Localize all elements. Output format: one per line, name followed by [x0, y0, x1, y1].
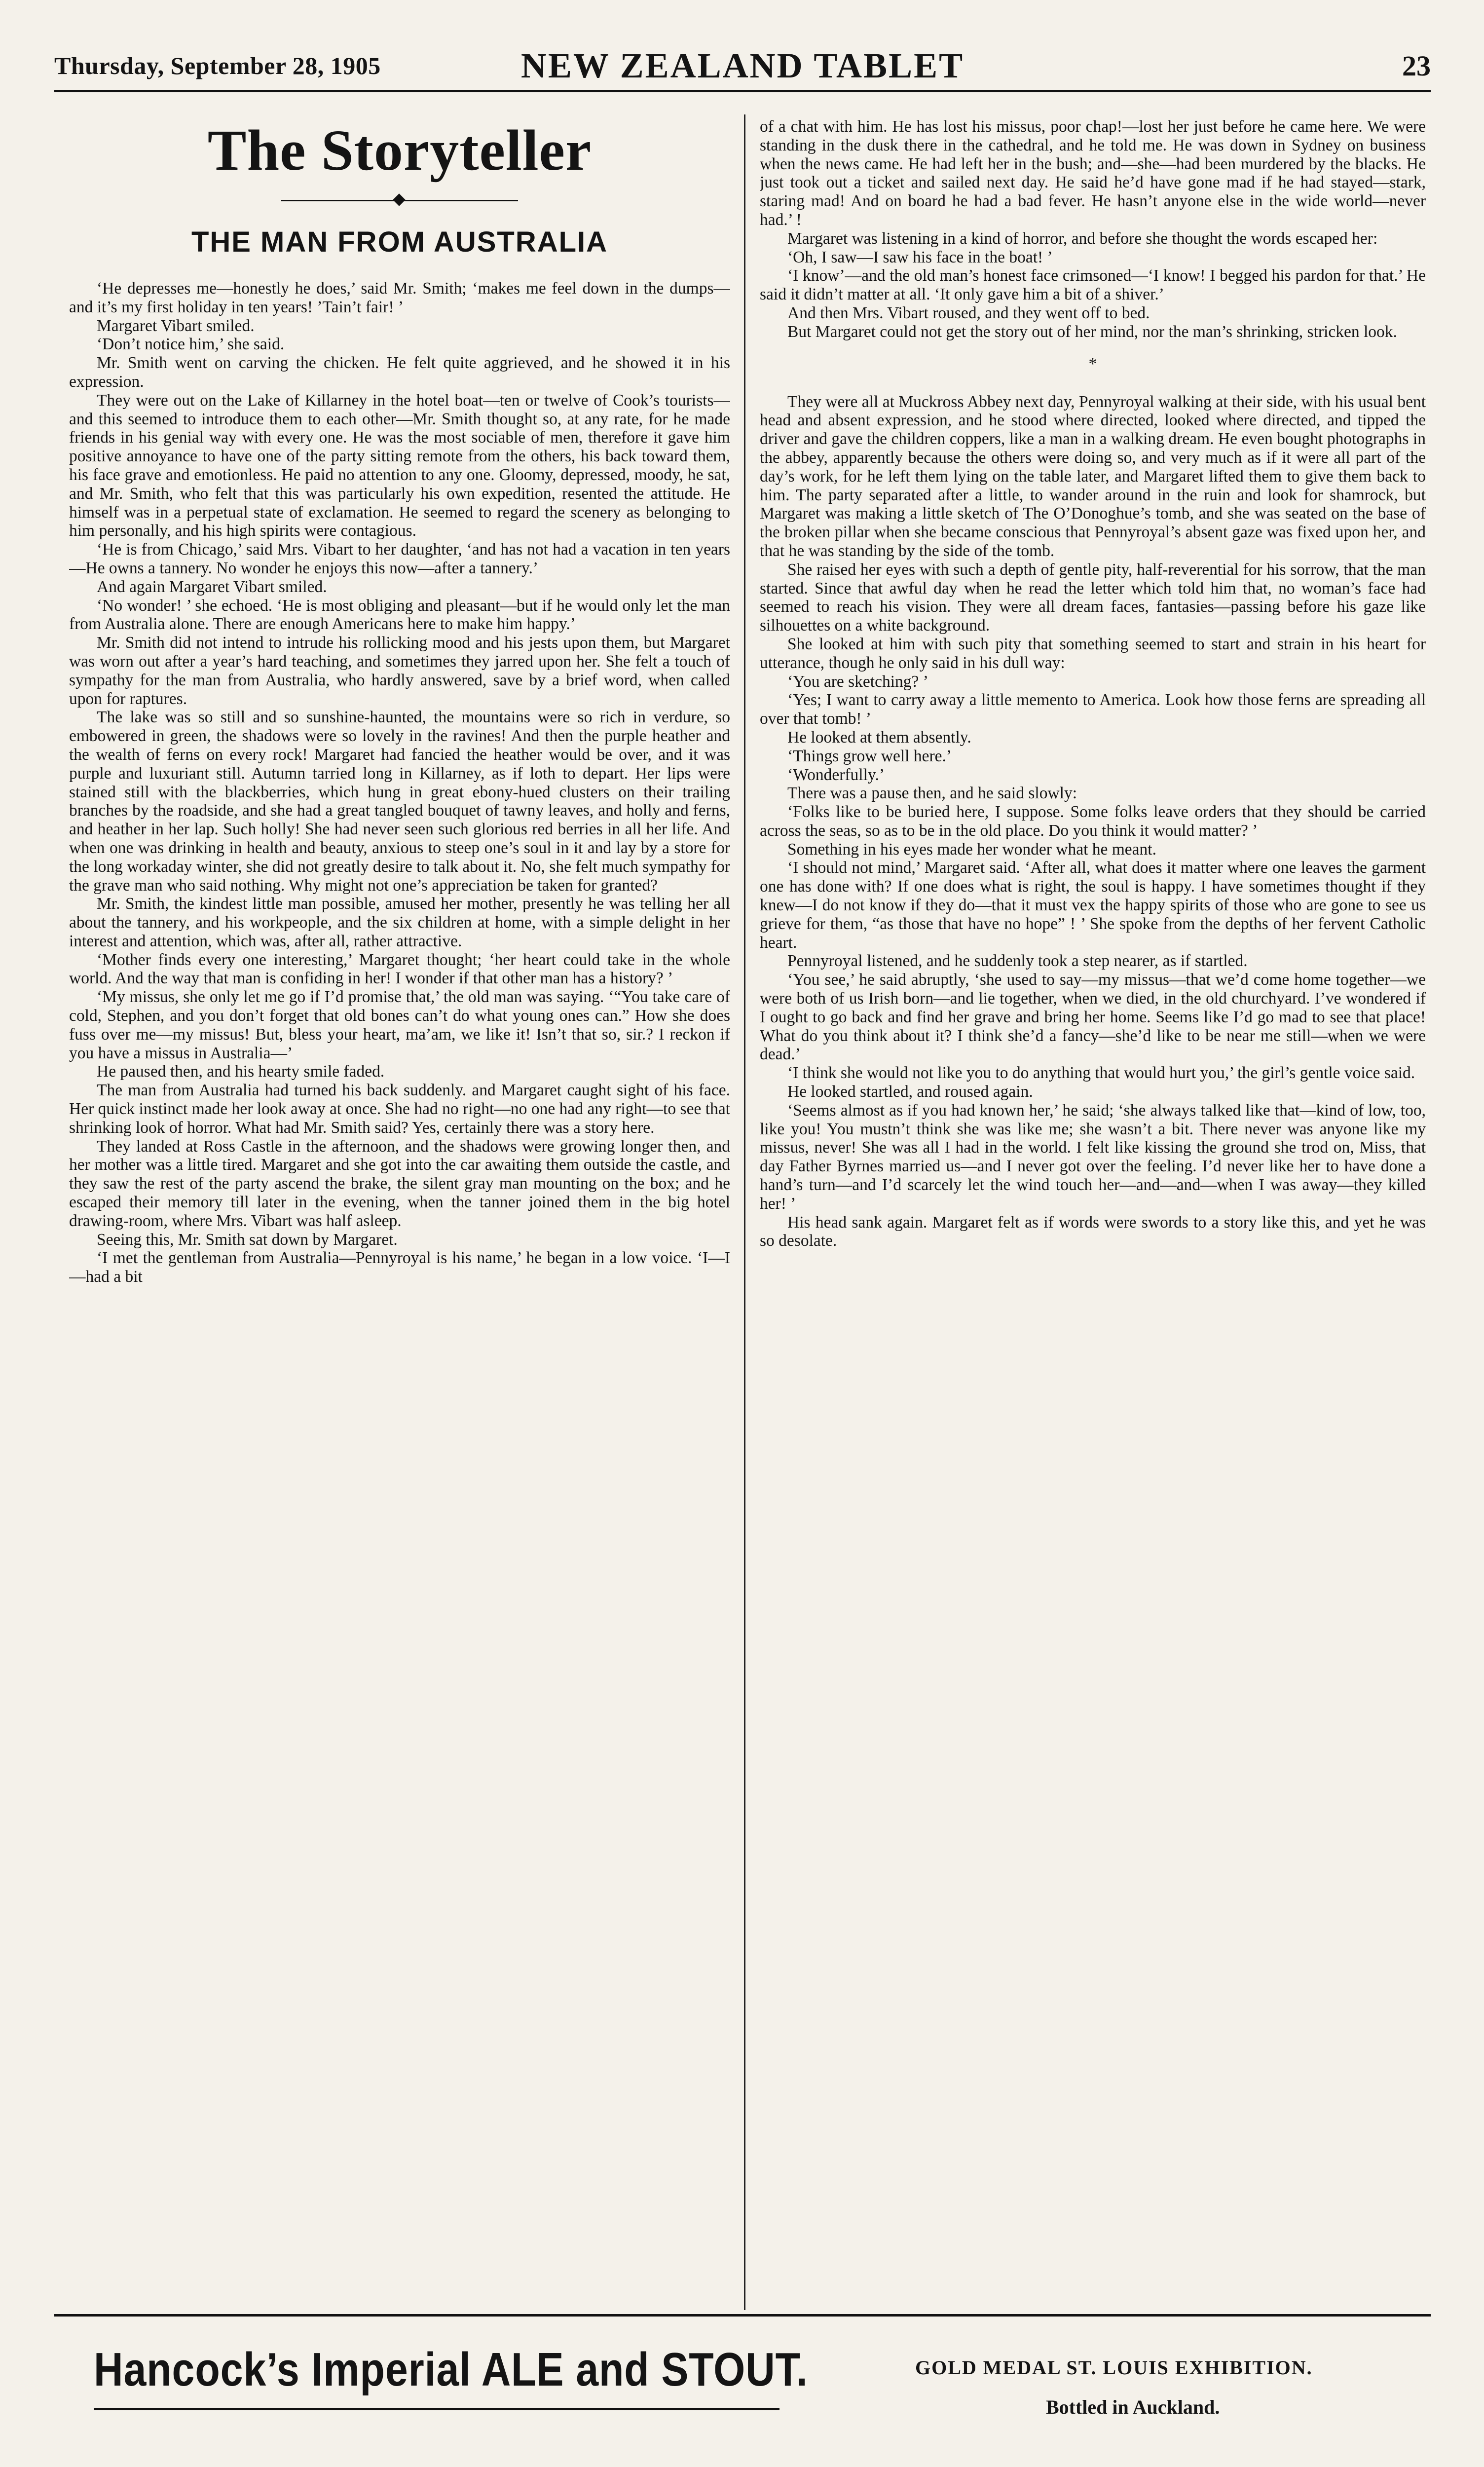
story-paragraph: He looked at them absently.	[787, 728, 971, 747]
story-paragraph: ‘Mother finds every one interesting,’ Margaret thought; ‘her heart could take in the whole world. And the way that man is confiding in her! I wonder if that other man has a history? ’	[69, 950, 730, 988]
story-paragraph: ‘I think she would not like you to do anything that would hurt you,’ the girl’s gentle voice said.	[787, 1064, 1415, 1083]
story-paragraph: Pennyroyal listened, and he suddenly took a step nearer, as if startled.	[787, 952, 1248, 971]
left-column-body	[69, 279, 730, 1286]
advertisement-award: GOLD MEDAL ST. LOUIS EXHIBITION.	[915, 2356, 1313, 2379]
story-paragraph: ‘He depresses me—honestly he does,’ said Mr. Smith; ‘makes me feel down in the dumps—and it’s my first holiday in ten years! ’Tain’t fair! ’	[69, 279, 730, 316]
story-paragraph: She raised her eyes with such a depth of gentle pity, half-reverential for his sorrow, that the man started. Since that awful day when he read the letter which told him that, no woman’s face had seemed to reach his vision. They were all dream faces, fantasies—passing before his gaze like silhouettes on a white background.	[760, 560, 1426, 635]
story-paragraph: And again Margaret Vibart smiled.	[97, 577, 327, 596]
story-paragraph: There was a pause then, and he said slowly:	[787, 784, 1077, 803]
story-paragraph: ‘He is from Chicago,’ said Mrs. Vibart to her daughter, ‘and has not had a vacation in ten years—He owns a tannery. No wonder he enjoys this now—after a tannery.’	[69, 540, 730, 577]
diamond-ornament-icon	[393, 193, 405, 206]
story-paragraph: Seeing this, Mr. Smith sat down by Margaret.	[97, 1230, 398, 1249]
story-paragraph: Margaret Vibart smiled.	[97, 316, 255, 335]
page-number: 23	[1402, 50, 1431, 82]
story-paragraph: ‘You are sketching? ’	[787, 672, 928, 691]
story-paragraph: ‘Seems almost as if you had known her,’ he said; ‘she always talked like that—kind of low, too, like you! You mustn’t think she was like me; she wasn’t a bit. There never was anyone like my missus, never! She was all I had in the world. I felt like kissing the ground she trod on, Miss, that day Father Byrnes married us—and I never got over the feeling. I’d never like her to have done a hand’s turn—and I’d scarcely let the wind touch her—and—and—when I was away—they killed her! ’	[760, 1101, 1426, 1213]
section-break-star: *	[1088, 354, 1097, 373]
footer-rule	[54, 2314, 1431, 2317]
section-title: The Storyteller	[207, 118, 592, 183]
story-title: THE MAN FROM AUSTRALIA	[191, 226, 608, 258]
story-paragraph: And then Mrs. Vibart roused, and they went off to bed.	[787, 303, 1150, 322]
story-paragraph: ‘Things grow well here.’	[787, 747, 952, 765]
story-paragraph: They were out on the Lake of Killarney in the hotel boat—ten or twelve of Cook’s tourists—and this seemed to introduce them to each other—Mr. Smith thought so, at any rate, for he made friends in his genial way with every one. He was the most sociable of men, therefore it gave him positive annoyance to have one of the party sitting remote from the others, his back toward them, his face grave and emotionless. He paid no attention to any one. Gloomy, depressed, moody, he sat, and Mr. Smith, who felt that this was particularly his own expedition, resented the attitude. He himself was in a perpetual state of exclamation. He seemed to regard the scenery as belonging to him personally, and his high spirits were contagious.	[69, 391, 730, 540]
story-paragraph: ‘Oh, I saw—I saw his face in the boat! ’	[787, 248, 1053, 266]
story-paragraph: ‘Wonderfully.’	[787, 765, 885, 784]
issue-date: Thursday, September 28, 1905	[54, 52, 381, 79]
story-paragraph: ‘I know’—and the old man’s honest face crimsoned—‘I know! I begged his pardon for that.’ He said it didn’t matter at all. ‘It only gave him a bit of a shiver.’	[760, 266, 1426, 304]
story-paragraph: of a chat with him. He has lost his missus, poor chap!—lost her just before he came here. We were standing in the dusk there in the cathedral, and he told me. He was down in Sydney on business when the news came. He had left her in the bush; and—she—had been murdered by the blacks. He just took out a ticket and sailed next day. He said he’d have gone mad if he had stayed—stark, staring mad! And on board he had a bad fever. He hasn’t anyone else in the wide world—never had.’ !	[760, 117, 1426, 229]
story-paragraph: The lake was so still and so sunshine-haunted, the mountains were so rich in verdure, so embowered in green, the shadows were so lovely in the ravines! And then the purple heather and the wealth of ferns on every rock! Margaret had fancied the heather would be over, and it was purple and luxuriant still. Autumn tarried long in Killarney, as if loth to depart. Her lips were stained still with the blackberries, which hung in great ebony-hued clusters on their trailing branches by the roadside, and she had a great tangled bouquet of tawny leaves, and holly and ferns, and heather in her lap. Such holly! She had never seen such glorious red berries in all her life. And when one was drinking in health and beauty, anxious to steep one’s soul in it and lay by a store for the long workaday winter, she did not greatly desire to talk about it. No, she felt much sympathy for the grave man who said nothing. Why might not one’s appreciation be taken for granted?	[69, 708, 730, 895]
publication-title: NEW ZEALAND TABLET	[520, 46, 965, 85]
story-paragraph: Mr. Smith went on carving the chicken. He felt quite aggrieved, and he showed it in his expression.	[69, 354, 730, 391]
story-paragraph: They were all at Muckross Abbey next day, Pennyroyal walking at their side, with his usual bent head and absent expression, and he stood where directed, looked where directed, and tipped the driver and gave the children coppers, like a man in a walking dream. He even bought photographs in the abbey, apparently because the others were doing so, and very much as if it were all part of the day’s work, for he left them lying on the table later, and Margaret lifted them to give them back to him. The party separated after a little, to wander around in the ruin and look for shamrock, but Margaret was making a little sketch of The O’Donoghue’s tomb, and she was seated on the base of the broken pillar when she became conscious that Pennyroyal’s absent gaze was fixed upon her, and that he was standing by the side of the tomb.	[760, 392, 1426, 560]
story-paragraph: ‘You see,’ he said abruptly, ‘she used to say—my missus—that we’d come home together—we were both of us Irish born—and lie together, when we died, in the old churchyard. I’ve wondered if I ought to go back and find her grave and bring her home. Seems like I’d go mad to see that place! What do you think about it? I think she’d a fancy—she’d like to be near me still—when we were dead.’	[760, 971, 1426, 1064]
story-paragraph: ‘I should not mind,’ Margaret said. ‘After all, what does it matter where one leaves the garment one has done with? If one does what is right, the soul is happy. I have sometimes thought if they knew—I do not know if they do—that it must vex the happy spirits of those who are gone to see us grieve for them, “as those that have no hope” ! ’ She spoke from the depths of her fervent Catholic heart.	[760, 859, 1426, 952]
story-paragraph: ‘Yes; I want to carry away a little memento to America. Look how those ferns are spreading all over that tomb! ’	[760, 691, 1426, 728]
story-paragraph: ‘Don’t notice him,’ she said.	[97, 335, 285, 354]
story-paragraph: ‘Folks like to be buried here, I suppose. Some folks leave orders that they should be carried across the seas, so as to be in the old place. Do you think it would matter? ’	[760, 803, 1426, 840]
story-paragraph: Margaret was listening in a kind of horror, and before she thought the words escaped her:	[787, 229, 1378, 248]
story-paragraph: She looked at him with such pity that something seemed to start and strain in his heart for utterance, though he only said in his dull way:	[760, 635, 1426, 672]
advertisement-headline: Hancock’s Imperial ALE and STOUT.	[94, 2343, 808, 2396]
right-column-body-bottom	[760, 393, 1426, 1251]
right-column	[760, 117, 1426, 2298]
story-paragraph: ‘I met the gentleman from Australia—Pennyroyal is his name,’ he began in a low voice. ‘I—I—had a bit	[69, 1249, 730, 1286]
ornamental-rule	[281, 195, 518, 205]
masthead	[54, 45, 1431, 92]
story-paragraph: They landed at Ross Castle in the afternoon, and the shadows were growing longer then, and her mother was a little tired. Margaret and she got into the car awaiting them outside the castle, and they saw the rest of the party ascend the brake, the silent gray man mounting on the box; and he escaped their memory till later in the evening, when the tanner joined them in the big hotel drawing-room, where Mrs. Vibart was half asleep.	[69, 1137, 730, 1230]
advertisement-underline	[94, 2408, 779, 2410]
story-paragraph: But Margaret could not get the story out of her mind, nor the man’s shrinking, stricken look.	[787, 322, 1397, 341]
right-column-body-top	[760, 117, 1426, 341]
story-paragraph: Mr. Smith did not intend to intrude his rollicking mood and his jests upon them, but Margaret was worn out after a year’s hard teaching, and sometimes they jarred upon her. She felt a touch of sympathy for the man from Australia, who hardly answered, save by a brief word, when called upon for raptures.	[69, 634, 730, 708]
left-column	[69, 114, 730, 2295]
column-divider	[744, 114, 745, 2310]
story-paragraph: Mr. Smith, the kindest little man possible, amused her mother, presently he was telling her all about the tannery, and his workpeople, and the six children at home, with a simple delight in her interest and attention, which was, after all, rather attractive.	[69, 895, 730, 950]
story-paragraph: Something in his eyes made her wonder what he meant.	[787, 840, 1156, 859]
story-paragraph: ‘No wonder! ’ she echoed. ‘He is most obliging and pleasant—but if he would only let the man from Australia alone. There are enough Americans here to make him happy.’	[69, 596, 730, 634]
advertisement-bottling: Bottled in Auckland.	[1046, 2396, 1220, 2418]
story-paragraph: The man from Australia had turned his back suddenly. and Margaret caught sight of his face. Her quick instinct made her look away at once. She had no right—no one had any right—to see that shrinking look of horror. What had Mr. Smith said? Yes, certainly there was a story here.	[69, 1081, 730, 1137]
story-paragraph: His head sank again. Margaret felt as if words were swords to a story like this, and yet he was so desolate.	[760, 1213, 1426, 1250]
story-paragraph: He looked startled, and roused again.	[787, 1083, 1033, 1101]
story-paragraph: ‘My missus, she only let me go if I’d promise that,’ the old man was saying. ‘“You take care of cold, Stephen, and you don’t forget that old bones can’t do what young ones can.” How she does fuss over me—my missus! But, bless your heart, ma’am, we like it! Isn’t that so, sir.? I reckon if you have a missus in Australia—’	[69, 988, 730, 1062]
story-paragraph: He paused then, and his hearty smile faded.	[97, 1062, 385, 1081]
